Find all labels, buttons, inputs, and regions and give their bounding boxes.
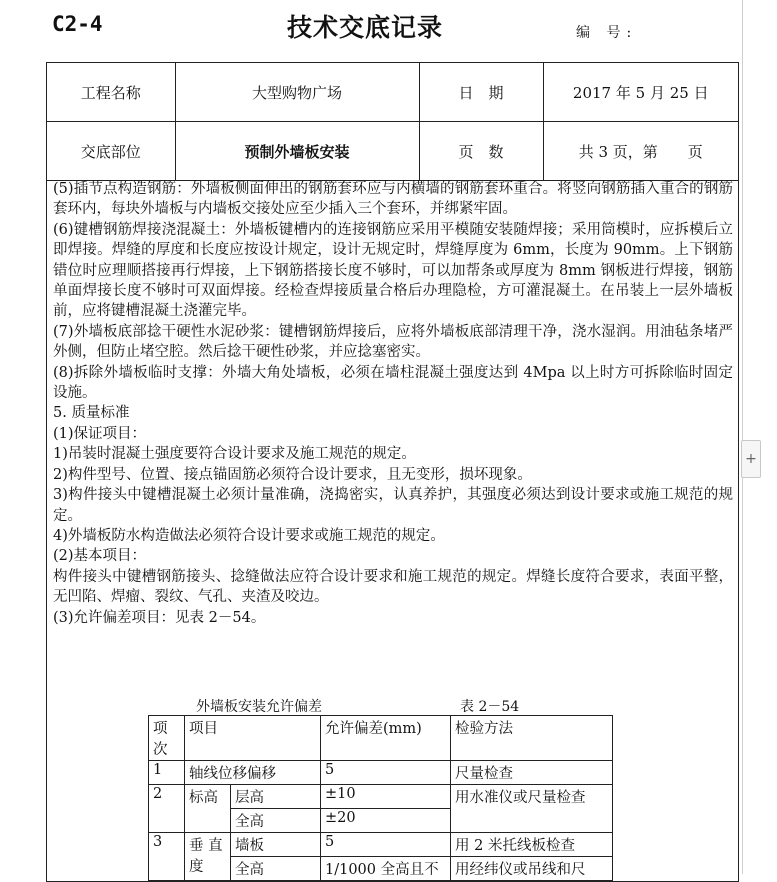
paragraph: (1)保证项目： (53, 425, 147, 442)
table-number: 表 2－54 (460, 699, 520, 715)
body-text (53, 179, 733, 628)
paragraph: 构件接头中键槽钢筋接头、捻缝做法应符合设计要求和施工规范的规定。焊缝长度符合要求，表面平整，无凹陷、焊瘤、裂纹、气孔、夹渣及咬边。 (53, 568, 733, 606)
part-label: 交底部位 (47, 122, 175, 181)
row-subitem: 层高 (231, 785, 321, 809)
project-name-label: 工程名称 (47, 63, 175, 122)
table-caption (196, 696, 520, 716)
project-name-value: 大型购物广场 (175, 63, 419, 122)
row-value: 5 (321, 833, 451, 857)
pages-label: 页 数 (419, 122, 543, 181)
date-value: 2017 年 5 月 25 日 (543, 63, 738, 122)
row-item: 轴线位移偏移 (185, 761, 321, 785)
row-no: 3 (149, 833, 185, 881)
window-edge (742, 0, 743, 874)
row-value: ±10 (321, 785, 451, 809)
row-method: 用 2 米托线板检查 (451, 833, 613, 857)
table-header-row (149, 716, 613, 761)
page-title: 技术交底记录 (286, 13, 443, 42)
header-method: 检验方法 (451, 716, 613, 761)
header-no: 项次 (149, 716, 185, 761)
section-heading: 5. 质量标准 (53, 405, 130, 422)
row-no: 2 (149, 785, 185, 833)
paragraph: (2)基本项目： (53, 548, 147, 565)
row-no: 1 (149, 761, 185, 785)
header-table (47, 63, 738, 178)
date-label: 日 期 (419, 63, 543, 122)
row-item: 垂 直 度 (185, 833, 231, 881)
paragraph: (3)允许偏差项目：见表 2－54。 (53, 609, 266, 626)
table-row (149, 761, 613, 785)
row-value: 1/1000 全高且不 (321, 857, 451, 881)
paragraph: 2)构件型号、位置、接点锚固筋必须符合设计要求，且无变形，损坏现象。 (53, 466, 532, 483)
part-value: 预制外墙板安装 (175, 122, 419, 181)
row-item: 标高 (185, 785, 231, 833)
header-tolerance: 允许偏差(mm) (321, 716, 451, 761)
row-method: 用水准仪或尺量检查 (451, 785, 613, 833)
number-label: 编 号: (576, 25, 638, 41)
expand-tab[interactable]: + (741, 440, 761, 478)
pages-value: 共 3 页，第 页 (543, 122, 738, 181)
row-subitem: 墙板 (231, 833, 321, 857)
table-row (149, 785, 613, 809)
paragraph: (5)插节点构造钢筋：外墙板侧面伸出的钢筋套环应与内横墙的钢筋套环重合。将竖向钢筋插入重合的钢筋套环内，每块外墙板与内墙板交接处应至少插入三个套环，并绑紧牢固。 (53, 181, 733, 218)
row-subitem: 全高 (231, 857, 321, 881)
row-value: 5 (321, 761, 451, 785)
row-method: 用经纬仪或吊线和尺 (451, 857, 613, 881)
tolerance-table (148, 715, 613, 881)
paragraph: (8)拆除外墙板临时支撑：外墙大角处墙板，必须在墙柱混凝土强度达到 4Mpa 以上时方可拆除临时固定设施。 (53, 364, 733, 402)
paragraph: (7)外墙板底部捻干硬性水泥砂浆：键槽钢筋焊接后，应将外墙板底部清理干净，浇水湿润。用油毡条堵严外侧，但防止堵空腔。然后捻干硬性砂浆，并应捻塞密实。 (53, 323, 733, 361)
paragraph: 1)吊装时混凝土强度要符合设计要求及施工规范的规定。 (53, 446, 416, 463)
row-subitem: 全高 (231, 809, 321, 833)
paragraph: 4)外墙板防水构造做法必须符合设计要求或施工规范的规定。 (53, 527, 445, 544)
paragraph: (6)键槽钢筋焊接浇混凝土：外墙板键槽内的连接钢筋应采用平模随安装随焊接；采用筒模时，应拆模后立即焊接。焊缝的厚度和长度应按设计规定，设计无规定时，焊缝厚度为 6mm，长度为 90mm。上下钢筋错位时应理顺搭接再行焊接，上下钢筋搭接长度不够时，可以加帮条或厚度为 8mm 钢板进行焊接，钢筋单面焊接长度不够时可双面焊接。经检查焊接质量合格后办理隐检，方可灌混凝土。在吊装上一层外墙板前，应将键槽混凝土浇灌完毕。 (53, 221, 733, 320)
table-caption-text: 外墙板安装允许偏差 (196, 699, 322, 715)
row-method: 尺量检查 (451, 761, 613, 785)
doc-code: C2-4 (52, 12, 103, 36)
paragraph: 3)构件接头中键槽混凝土必须计量准确，浇捣密实，认真养护，其强度必须达到设计要求或施工规范的规定。 (53, 487, 733, 524)
row-value: ±20 (321, 809, 451, 833)
header-item: 项目 (185, 716, 321, 761)
table-row (149, 833, 613, 857)
